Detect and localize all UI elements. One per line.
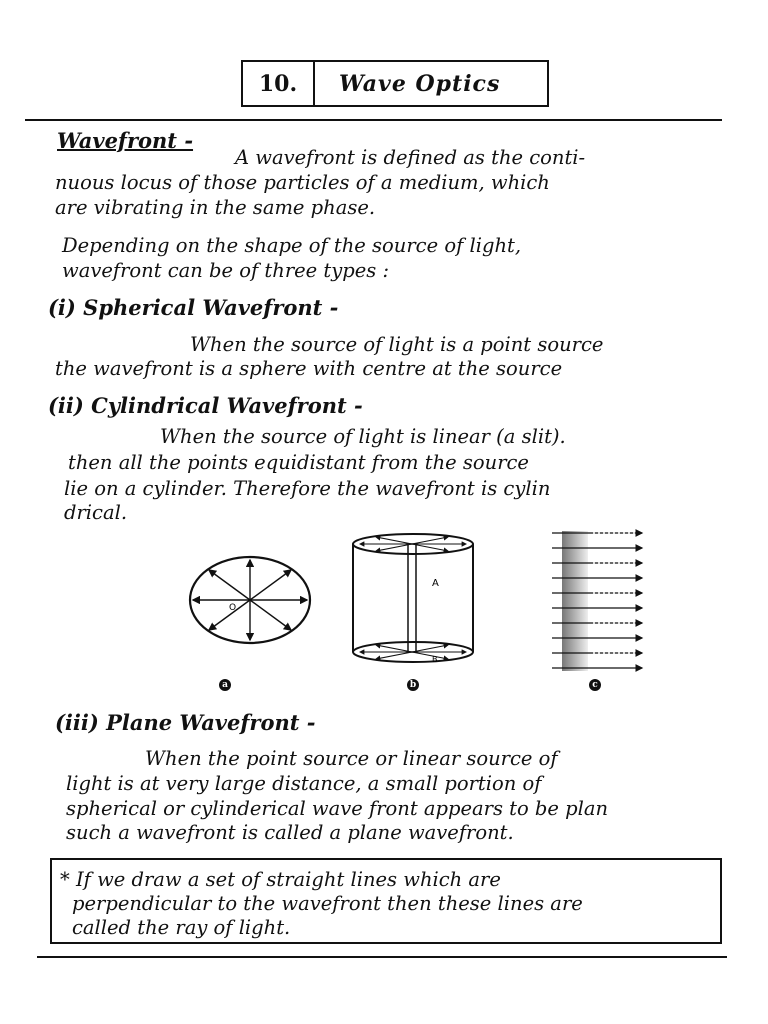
wavefront-heading: Wavefront -: [57, 128, 194, 153]
plane-line-4: such a wavefront is called a plane wavefront.: [66, 821, 514, 844]
types-intro-line-2: wavefront can be of three types :: [62, 259, 390, 282]
note-line-3: called the ray of light.: [72, 916, 291, 939]
types-intro-line-1: Depending on the shape of the source of light,: [62, 234, 522, 257]
note-line-2: perpendicular to the wavefront then these lines are: [72, 892, 583, 915]
cylinder-label-b: B: [432, 655, 438, 664]
cylindrical-line-2: then all the points equidistant from the source: [68, 451, 529, 474]
figure-label-b: b: [407, 679, 419, 691]
figure-label-a: a: [219, 679, 231, 691]
plane-heading: (iii) Plane Wavefront -: [55, 710, 316, 735]
chapter-number: 10.: [243, 62, 315, 105]
chapter-title: Wave Optics: [339, 70, 501, 97]
plane-line-1: When the point source or linear source of: [145, 747, 558, 770]
cylindrical-line-1: When the source of light is linear (a slit).: [160, 425, 566, 448]
spherical-wavefront-figure: [185, 553, 315, 648]
cylindrical-line-4: drical.: [64, 501, 128, 524]
spherical-heading: (i) Spherical Wavefront -: [48, 295, 339, 320]
wavefront-line-1: A wavefront is defined as the conti-: [235, 146, 586, 169]
plane-line-2: light is at very large distance, a small portion of: [66, 772, 542, 795]
sphere-center-label: O: [229, 603, 237, 613]
cylindrical-heading: (ii) Cylindrical Wavefront -: [48, 393, 363, 418]
cylinder-label-a: A: [432, 578, 439, 589]
plane-line-3: spherical or cylinderical wave front appears to be plan: [66, 797, 609, 820]
cylindrical-line-3: lie on a cylinder. Therefore the wavefront is cylin: [64, 477, 551, 500]
cylindrical-wavefront-figure: [348, 530, 478, 670]
figure-label-c: c: [589, 679, 601, 691]
wavefront-line-3: are vibrating in the same phase.: [55, 196, 376, 219]
wavefront-line-2: nuous locus of those particles of a medium, which: [55, 171, 550, 194]
plane-wavefront-figure: [548, 523, 648, 673]
spherical-line-2: the wavefront is a sphere with centre at the source: [55, 357, 563, 380]
note-line-1: * If we draw a set of straight lines which are: [60, 868, 501, 891]
top-rule: [25, 119, 722, 121]
chapter-title-box: [241, 60, 549, 107]
bottom-rule: [37, 956, 727, 958]
spherical-line-1: When the source of light is a point source: [190, 333, 604, 356]
